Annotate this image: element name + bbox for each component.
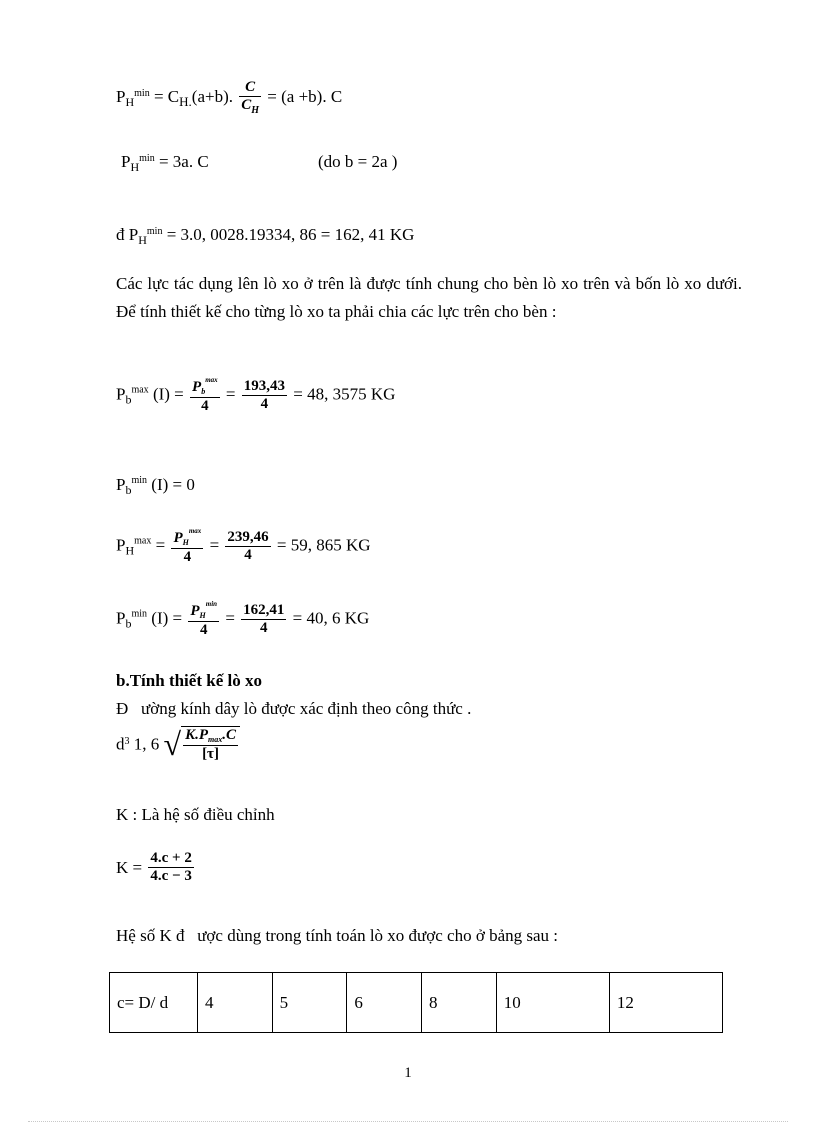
equation-ph-min-3: đ $P_H^{min} = 3.0$, 0028.19334, 86 = 162, 41 KG [116, 225, 415, 247]
table-cell: c= D/ d [110, 973, 198, 1033]
line-k-definition: K : Là hệ số điều chỉnh [116, 805, 275, 824]
equation-k: K = $\frac{4.c + 2}{4.c - 3}$ [116, 850, 192, 884]
table-cell: 4 [198, 973, 273, 1033]
equation-pb-min: $P_b^{min}$ (I) = $\frac{P_H^{min}}{4}$ = $\frac{162,41}{4}$ = 40, 6 KG [116, 600, 370, 638]
k-coefficient-table [109, 972, 723, 1033]
table-cell: 10 [496, 973, 609, 1033]
table-cell: 5 [272, 973, 347, 1033]
paragraph-forces: Các lực tác dụng lên lò xo ở trên là được tính chung cho bèn lò xo trên và bốn lò xo dưới. Để tính thiết kế cho từng lò xo ta phải chia các lực trên cho bèn : [116, 274, 742, 321]
section-heading: b.Tính thiết kế lò xo [116, 671, 262, 690]
fraction-ph-max-over-4: $\frac{P_H^{max}}{4}$ [173, 527, 202, 565]
equation-pb-max: $P_b^{max}$ (I) = $\frac{P_b^{max}}{4}$ = $\frac{193,43}{4}$ = 48, 3575 KG [116, 376, 396, 414]
fraction-239-over-4: $\frac{239,46}{4}$ [227, 529, 269, 563]
line-diameter: Đ ường kính dây lò được xác định theo công thức . [116, 699, 472, 718]
table-cell: 8 [422, 973, 497, 1033]
equation-pb-min-zero: $P_b^{min}$ (I) = 0 [116, 475, 195, 497]
table-cell: 6 [347, 973, 422, 1033]
equation-ph-min-1: $P_H^{min} = C_{H.}(a+b)$. $\frac{C}{C_H}$ = (a +b). C [116, 79, 343, 116]
line-table-intro: Hệ số K đ ược dùng trong tính toán lò xo được cho ở bảng sau : [116, 926, 558, 945]
equation-note: (do b = 2a ) [318, 152, 398, 171]
sqrt-expression: √ $\frac{K.P_{max}.C}{[\tau]}$ [164, 726, 240, 762]
table-row [110, 973, 723, 1033]
fraction-c-over-ch: $\frac{C}{C_H}$ [241, 79, 260, 116]
fraction-pb-max-over-4: $\frac{P_b^{max}}{4}$ [192, 376, 218, 414]
fraction-162-over-4: $\frac{162,41}{4}$ [243, 602, 285, 636]
page-divider [28, 1121, 788, 1122]
equation-ph-min-2: $P_H^{min} = 3a$. C [121, 152, 209, 174]
fraction-ph-min-over-4: $\frac{P_H^{min}}{4}$ [190, 600, 218, 638]
table-cell: 12 [609, 973, 722, 1033]
fraction-193-over-4: $\frac{193,43}{4}$ [243, 378, 285, 412]
equation-d: $d^3$ 1, 6 √ $\frac{K.P_{max}.C}{[\tau]}$ [116, 726, 240, 762]
page-number: 1 [404, 1065, 412, 1081]
equation-ph-max: $P_H^{max}$ = $\frac{P_H^{max}}{4}$ = $\frac{239,46}{4}$ = 59, 865 KG [116, 527, 371, 565]
fraction-k: $\frac{4.c + 2}{4.c - 3}$ [150, 850, 192, 884]
